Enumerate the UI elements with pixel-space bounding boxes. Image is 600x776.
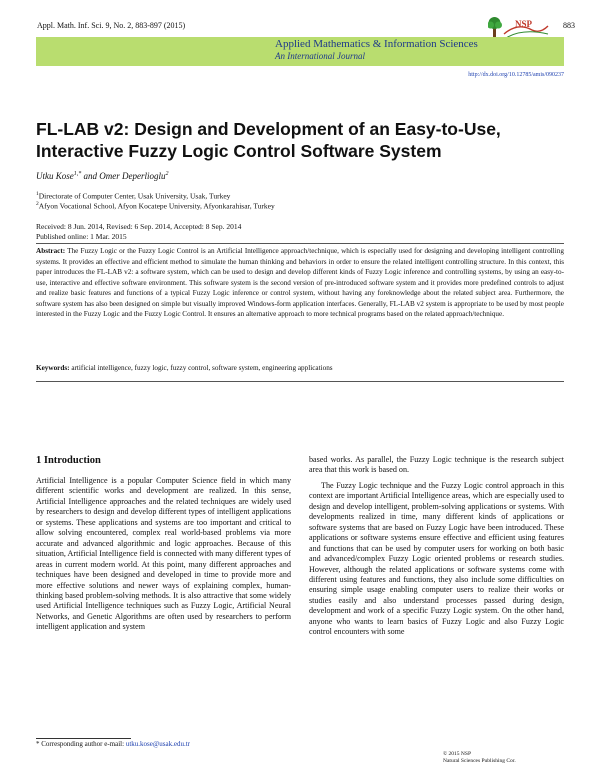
- publisher-info: [443, 751, 516, 765]
- left-column-paragraph: Artificial Intelligence is a popular Computer Science field in which many different scientific works and development are realized. In this sense, Artificial Intelligence approaches and the related techniques are widely used by researchers to design and develop different types of intelligent applications or systems. These applications and systems are too important and critical to allow solving encountered, complex real world-based problems via more accurate and advanced algorithmic and logic approaches. Because of this situation, Artificial Intelligence field is connected with many different types of areas in current modern world. At this point, many different approaches and techniques have been designed and developed in time to provide more and more effective solutions and newer ways of explaining complex, human-thinking based problem-solving methods. It is also attractive that some widely used Artificial Intelligence techniques such as Fuzzy Logic, Artificial Neural Networks, and Genetic Algorithms are often used by researchers to perform intelligent application and system: [36, 476, 291, 632]
- right-column: [309, 455, 564, 638]
- article-title: [36, 118, 576, 162]
- section-heading: 1 Introduction: [36, 455, 101, 466]
- title-line-2: Interactive Fuzzy Logic Control Software System: [36, 141, 442, 161]
- right-column-paragraph-1: based works. As parallel, the Fuzzy Logic technique is the research subject area that this work is based on.: [309, 455, 564, 475]
- affiliation-1-marker: 1: [36, 191, 39, 197]
- logo-text: NSP: [515, 19, 533, 29]
- footnote-rule: [36, 738, 131, 739]
- copyright-notice: © 2015 NSP: [443, 751, 472, 757]
- keywords-label: Keywords:: [36, 364, 70, 372]
- author-conjunction: and: [81, 171, 100, 181]
- doi-link[interactable]: http://dx.doi.org/10.12785/amis/090237: [468, 72, 564, 78]
- affiliation-2-marker: 2: [36, 201, 39, 207]
- author-email-link[interactable]: utku.kose@usak.edu.tr: [125, 740, 191, 748]
- abstract: [36, 246, 564, 320]
- abstract-text: The Fuzzy Logic or the Fuzzy Logic Control is an Artificial Intelligence approach/technique, which is especially used for designing and developing intelligent controlling systems. It provides an effective and efficient method to simulate the human thinking and behaviors in order to ensure the related intelligent controlling structure. In this context, this paper introduces the FL-LAB v2: a software system, which can be used to design and develop different kinds of Fuzzy Logic inference and controlling systems, by using an easy-to-use, interactive and effective software environment. This software system is the second version of pre-introduced software system and it provides more predefined controls to adjust and realize basic features and functions of a typical Fuzzy Logic inference or control system, without having any foreknowledge about the related subject area. Furthermore, the software system has also been designed on simple but visually improved Windows-form application interfaces. Generally, FL-LAB v2 system is appropriate to be used by most people interested in the Fuzzy Logic and the Fuzzy Logic Control. It ensures an alternative approach to more technical programs based on the related approach/technique.: [36, 247, 564, 318]
- author-list: [36, 171, 169, 181]
- running-citation: Appl. Math. Inf. Sci. 9, No. 2, 883-897 (2015): [37, 21, 186, 30]
- abstract-label: Abstract:: [36, 247, 66, 255]
- affiliation-1: [36, 191, 230, 201]
- affiliation-2-text: Afyon Vocational School, Afyon Kocatepe University, Afyonkarahisar, Turkey: [38, 201, 275, 211]
- abstract-top-rule: [36, 243, 564, 244]
- corresponding-author-note: [36, 740, 190, 748]
- left-column: [36, 476, 291, 633]
- title-line-1: FL-LAB v2: Design and Development of an Easy-to-Use,: [36, 119, 501, 139]
- publisher-name: Natural Sciences Publishing Cor.: [443, 758, 516, 764]
- received-dates: Received: 8 Jun. 2014, Revised: 6 Sep. 2014, Accepted: 8 Sep. 2014: [36, 222, 242, 231]
- affiliation-2: [36, 201, 275, 211]
- right-column-paragraph-2: The Fuzzy Logic technique and the Fuzzy Logic control approach in this context are important Artificial Intelligence areas, which are especially used to design and develop intelligent, problem-solving applications or systems. With developments realized in time, many different kinds of applications or software systems that are based on Fuzzy Logic have been introduced. These applications or software systems ensure effective and efficient using features and functions that can be used by computer users for working on both basic and advanced/complex Fuzzy Logic oriented problems or research studies. However, although the related applications or software systems come with different using features and functions, they also include some difficulties on ensuring simple usage enabling computer users to realize their works or studies easily and also understand processes passed during design, development and work of a specific Fuzzy Logic system. On the other hand, anyone who wants to learn basics of Fuzzy Logic and also Fuzzy Logic control encounters with some: [309, 480, 564, 637]
- corresponding-label: * Corresponding author e-mail:: [36, 740, 126, 748]
- published-date: Published online: 1 Mar. 2015: [36, 232, 127, 241]
- abstract-bottom-rule: [36, 381, 564, 382]
- journal-subtitle: An International Journal: [275, 51, 365, 61]
- tree-icon: [488, 17, 502, 38]
- author-2: Omer Deperlioglu: [99, 171, 166, 181]
- author-1-marker: 1,*: [73, 171, 82, 177]
- author-2-marker: 2: [165, 171, 169, 177]
- author-1: Utku Kose: [36, 171, 74, 181]
- page-number: 883: [563, 21, 575, 30]
- affiliation-1-text: Directorate of Computer Center, Usak University, Usak, Turkey: [38, 191, 231, 201]
- keywords: [36, 364, 333, 372]
- journal-name: Applied Mathematics & Information Sciences: [275, 38, 478, 50]
- keywords-text: artificial intelligence, fuzzy logic, fuzzy control, software system, engineering applications: [69, 364, 333, 372]
